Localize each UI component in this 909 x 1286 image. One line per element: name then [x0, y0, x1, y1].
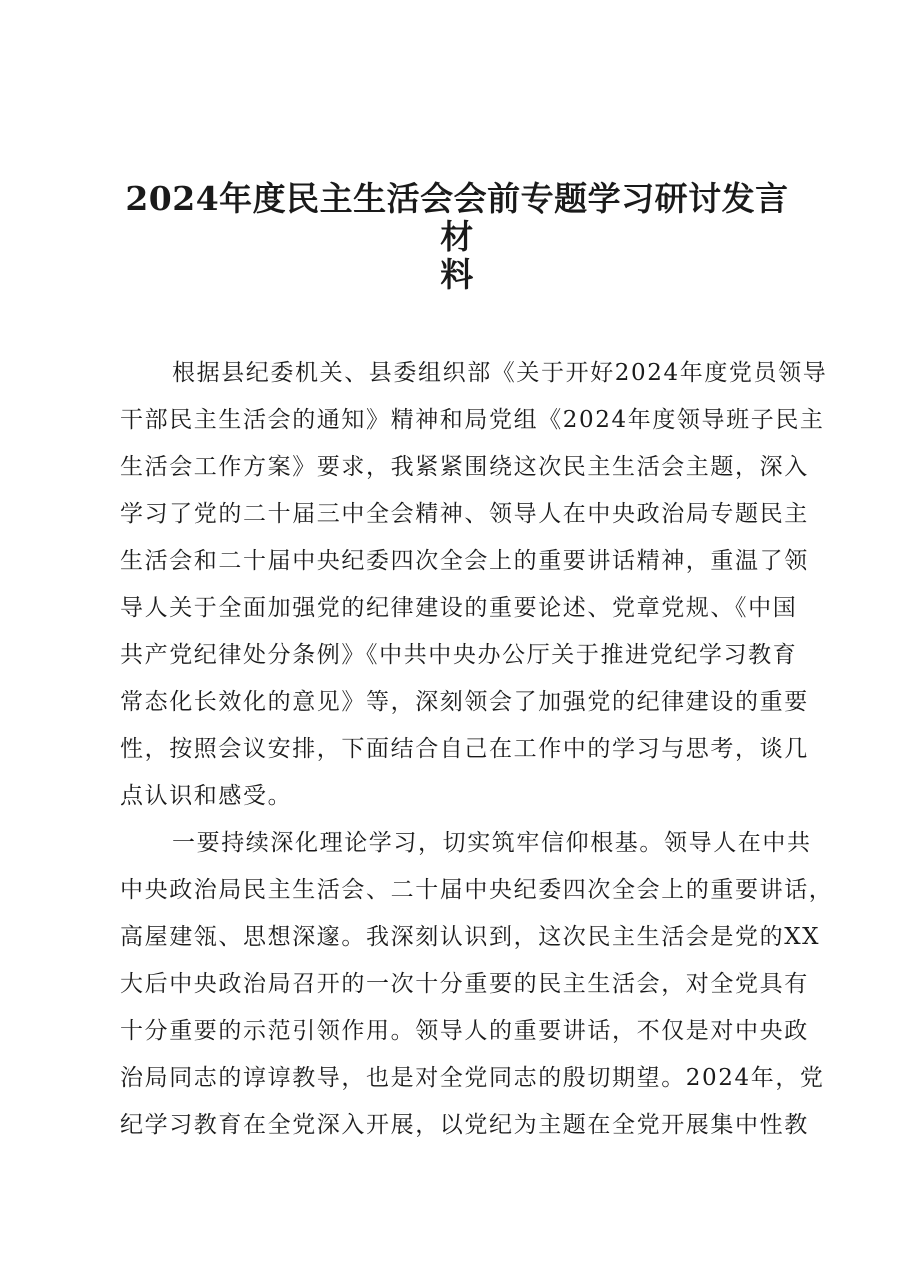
paragraph-line: 大后中央政治局召开的一次十分重要的民主生活会，对全党具有 — [120, 971, 809, 997]
paragraph-1 — [120, 350, 828, 820]
paragraph-2 — [120, 820, 834, 1149]
paragraph-line: 导人关于全面加强党的纪律建设的重要论述、党章党规、《中国 — [120, 595, 798, 621]
title-line-1: 2024年度民主生活会会前专题学习研讨发言材 — [125, 179, 789, 256]
paragraph-line: 根据县纪委机关、县委组织部《关于开好2024年度党员领导 — [172, 360, 828, 386]
paragraph-line: 纪学习教育在全党深入开展，以党纪为主题在全党开展集中性教 — [120, 1112, 809, 1138]
paragraph-line: 干部民主生活会的通知》精神和局党组《2024年度领导班子民主 — [120, 407, 825, 433]
title-line-2: 料 — [440, 255, 474, 294]
document-body — [120, 350, 834, 1149]
paragraph-line: 生活会和二十届中央纪委四次全会上的重要讲话精神，重温了领 — [120, 548, 809, 574]
paragraph-line: 一要持续深化理论学习，切实筑牢信仰根基。领导人在中共 — [172, 830, 812, 856]
paragraph-line: 性，按照会议安排，下面结合自己在工作中的学习与思考，谈几 — [120, 736, 809, 762]
paragraph-line: 共产党纪律处分条例》《中共中央办公厅关于推进党纪学习教育 — [120, 642, 798, 668]
document-title — [120, 180, 794, 294]
paragraph-line: 生活会工作方案》要求，我紧紧围绕这次民主生活会主题，深入 — [120, 454, 809, 480]
paragraph-line: 中央政治局民主生活会、二十届中央纪委四次全会上的重要讲话， — [120, 877, 834, 903]
paragraph-line: 常态化长效化的意见》等，深刻领会了加强党的纪律建设的重要 — [120, 689, 809, 715]
paragraph-line: 治局同志的谆谆教导，也是对全党同志的殷切期望。2024年，党 — [120, 1065, 825, 1091]
paragraph-line: 十分重要的示范引领作用。领导人的重要讲话，不仅是对中央政 — [120, 1018, 809, 1044]
paragraph-line: 高屋建瓴、思想深邃。我深刻认识到，这次民主生活会是党的XX — [120, 924, 821, 950]
paragraph-line: 点认识和感受。 — [120, 783, 293, 809]
paragraph-line: 学习了党的二十届三中全会精神、领导人在中央政治局专题民主 — [120, 501, 809, 527]
